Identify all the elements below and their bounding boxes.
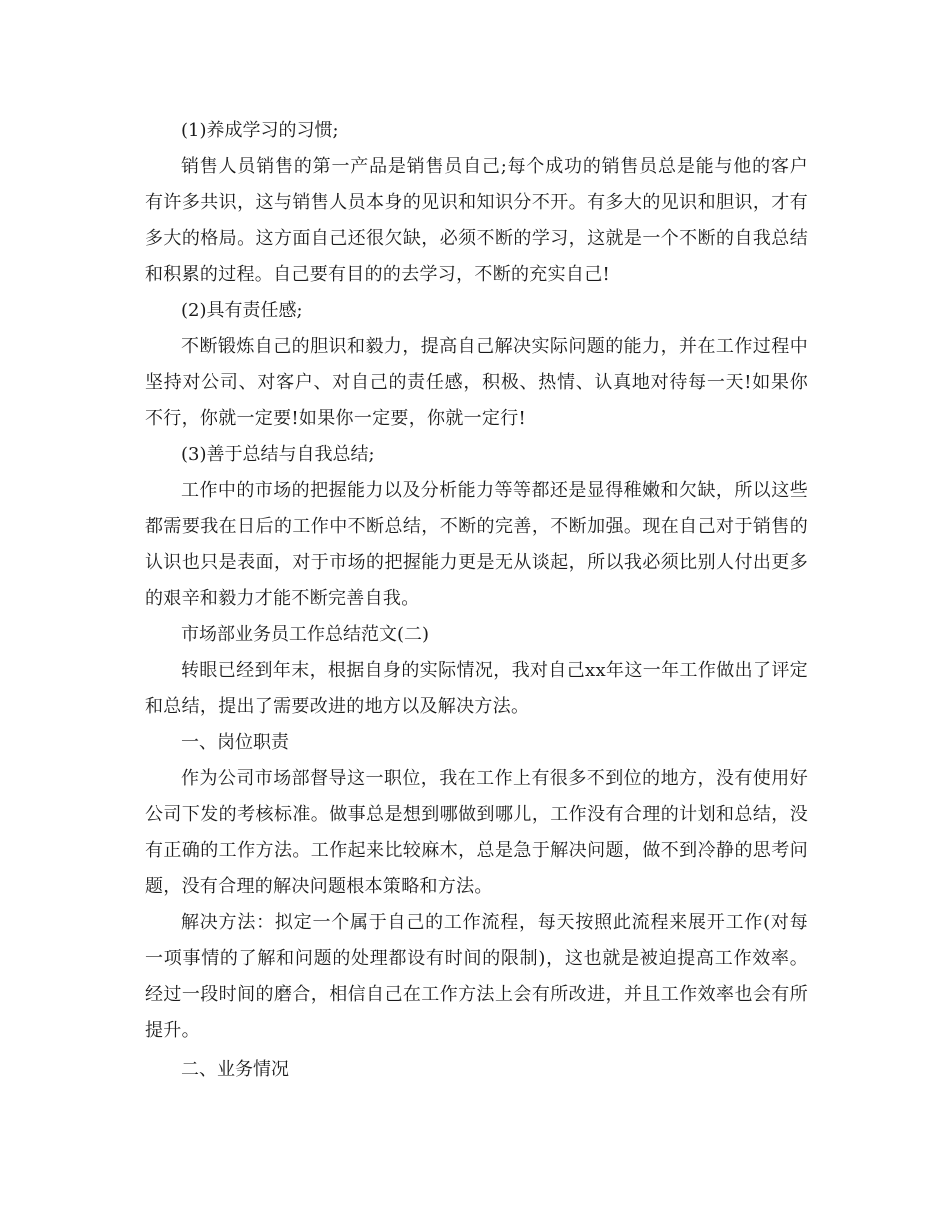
document-body [145,113,808,1088]
paragraph-solution: 解决方法：拟定一个属于自己的工作流程，每天按照此流程来展开工作(对每一项事情的了解和问题的处理都设有时间的限制)，这也就是被迫提高工作效率。经过一段时间的磨合，相信自己在工作方法上会有所改进，并且工作效率也会有所提升。 [145,912,808,1041]
paragraph-year-end: 转眼已经到年末，根据自身的实际情况，我对自己xx年这一年工作做出了评定和总结，提出了需要改进的地方以及解决方法。 [145,660,808,717]
paragraph-summary: 工作中的市场的把握能力以及分析能力等等都还是显得稚嫩和欠缺，所以这些都需要我在日后的工作中不断总结，不断的完善，不断加强。现在自己对于销售的认识也只是表面，对于市场的把握能力更是无从谈起，所以我必须比别人付出更多的艰辛和毅力才能不断完善自我。 [145,480,808,609]
subheading-habit: (1)养成学习的习惯; [181,120,339,141]
subheading-business: 二、业务情况 [181,1059,289,1080]
subheading-job-duties: 一、岗位职责 [181,732,289,753]
paragraph-job-duties: 作为公司市场部督导这一职位，我在工作上有很多不到位的地方，没有使用好公司下发的考核标准。做事总是想到哪做到哪儿，工作没有合理的计划和总结，没有正确的工作方法。工作起来比较麻木，总是急于解决问题，做不到冷静的思考问题，没有合理的解决问题根本策略和方法。 [145,768,808,897]
section-title-sample-two: 市场部业务员工作总结范文(二) [181,624,430,645]
paragraph-learning: 销售人员销售的第一产品是销售员自己;每个成功的销售员总是能与他的客户有许多共识，这与销售人员本身的见识和知识分不开。有多大的见识和胆识，才有多大的格局。这方面自己还很欠缺，必须不断的学习，这就是一个不断的自我总结和积累的过程。自己要有目的的去学习，不断的充实自己! [145,156,808,285]
paragraph-responsibility: 不断锻炼自己的胆识和毅力，提高自己解决实际问题的能力，并在工作过程中坚持对公司、对客户、对自己的责任感，积极、热情、认真地对待每一天!如果你不行，你就一定要!如果你一定要，你就一定行! [145,336,808,429]
subheading-summary: (3)善于总结与自我总结; [181,444,375,465]
subheading-responsibility: (2)具有责任感; [181,300,303,321]
